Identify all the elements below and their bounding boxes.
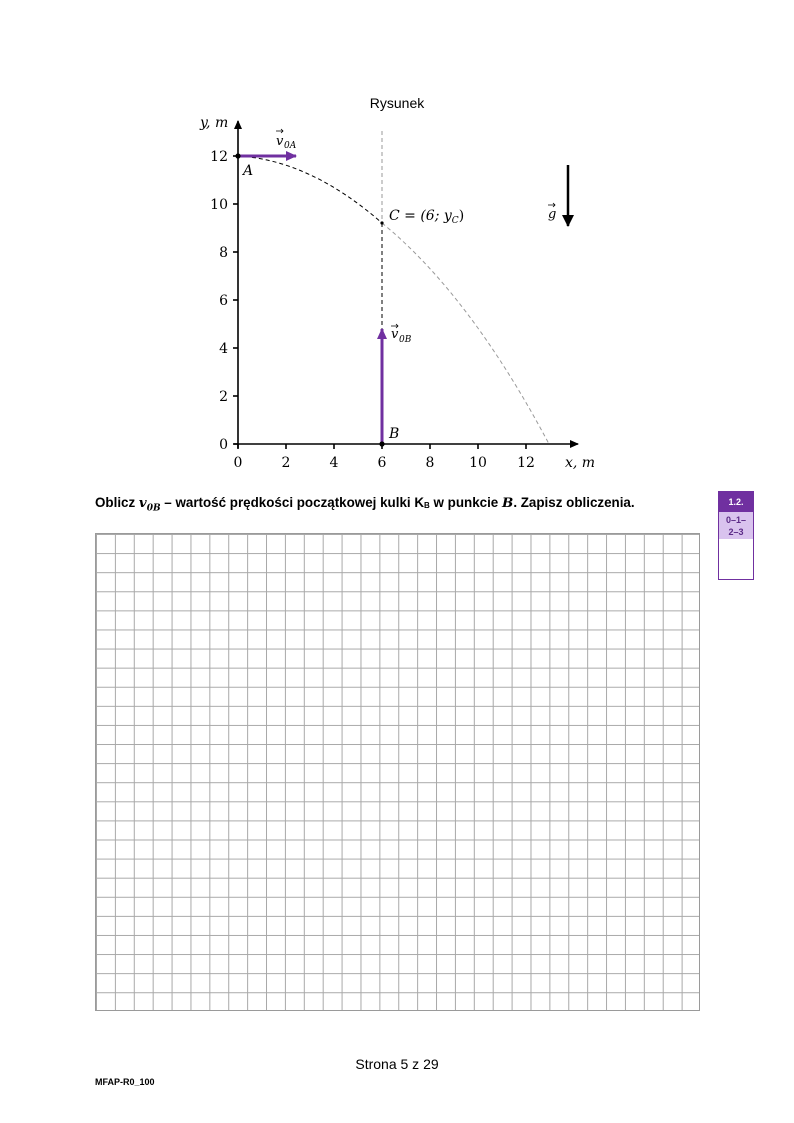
y-tick-label: 8: [219, 245, 228, 261]
x-tick-label: 10: [469, 455, 487, 471]
v0a-label-subscript: 0A: [284, 141, 297, 151]
y-tick-label: 12: [210, 149, 228, 165]
x-axis-label: x, m: [565, 455, 596, 471]
task-variable-subscript: 0B: [146, 503, 161, 514]
x-ticks: [234, 444, 535, 471]
document-code: MFAP-R0_100: [95, 1077, 155, 1087]
task-k-subscript: B: [424, 501, 430, 510]
v0b-label-symbol: v: [391, 327, 399, 342]
point-b: [379, 441, 384, 446]
v0b-label: [391, 324, 412, 345]
v0b-label-subscript: 0B: [399, 335, 412, 345]
point-c: [380, 221, 383, 224]
point-b-label: B: [389, 426, 400, 442]
task-text-before: Oblicz: [95, 495, 139, 510]
y-tick-label: 4: [219, 341, 228, 357]
x-tick-label: 6: [377, 455, 387, 471]
y-tick-label: 0: [219, 437, 228, 453]
task-text-end: . Zapisz obliczenia.: [513, 495, 635, 510]
answer-grid[interactable]: [95, 533, 700, 1011]
task-point: B: [501, 495, 514, 511]
point-c-label: [389, 208, 464, 226]
task-variable: v: [138, 495, 147, 511]
x-tick-label: 8: [425, 455, 435, 471]
score-box: [718, 491, 754, 580]
trajectory-figure: [0, 0, 794, 480]
y-ticks: [210, 149, 238, 453]
v0a-vector-mark: [276, 129, 283, 133]
y-tick-label: 10: [210, 197, 228, 213]
points-range: [719, 512, 753, 539]
point-c-text: C = (6; y: [389, 208, 452, 224]
v0a-label: [276, 129, 297, 151]
point-c-subscript: C: [451, 216, 459, 226]
points-range-line2: 2–3: [728, 527, 744, 537]
x-tick-label: 4: [329, 455, 339, 471]
g-label: [548, 203, 556, 222]
point-a: [235, 153, 240, 158]
y-tick-label: 6: [219, 293, 228, 309]
task-text-after-k: w punkcie: [429, 495, 502, 510]
v0a-label-symbol: v: [276, 134, 284, 149]
points-range-line1: 0–1–: [725, 515, 747, 525]
trajectory-light-segment: [382, 223, 549, 444]
task-text-middle: – wartość prędkości początkowej kulki K: [160, 495, 425, 510]
page-number: Strona 5 z 29: [355, 1056, 439, 1072]
figure-title: Rysunek: [369, 95, 425, 111]
y-tick-label: 2: [219, 389, 228, 405]
trajectory-dark-segment: [238, 156, 382, 223]
x-tick-label: 2: [281, 455, 291, 471]
x-tick-label: 12: [517, 455, 535, 471]
point-a-label: A: [243, 163, 254, 179]
g-label-symbol: g: [548, 207, 557, 222]
x-tick-label: 0: [233, 455, 243, 471]
task-instruction: [95, 495, 715, 514]
point-c-close: ): [458, 208, 465, 224]
y-axis-label: y, m: [200, 115, 229, 131]
task-number: 1.2.: [719, 492, 753, 512]
